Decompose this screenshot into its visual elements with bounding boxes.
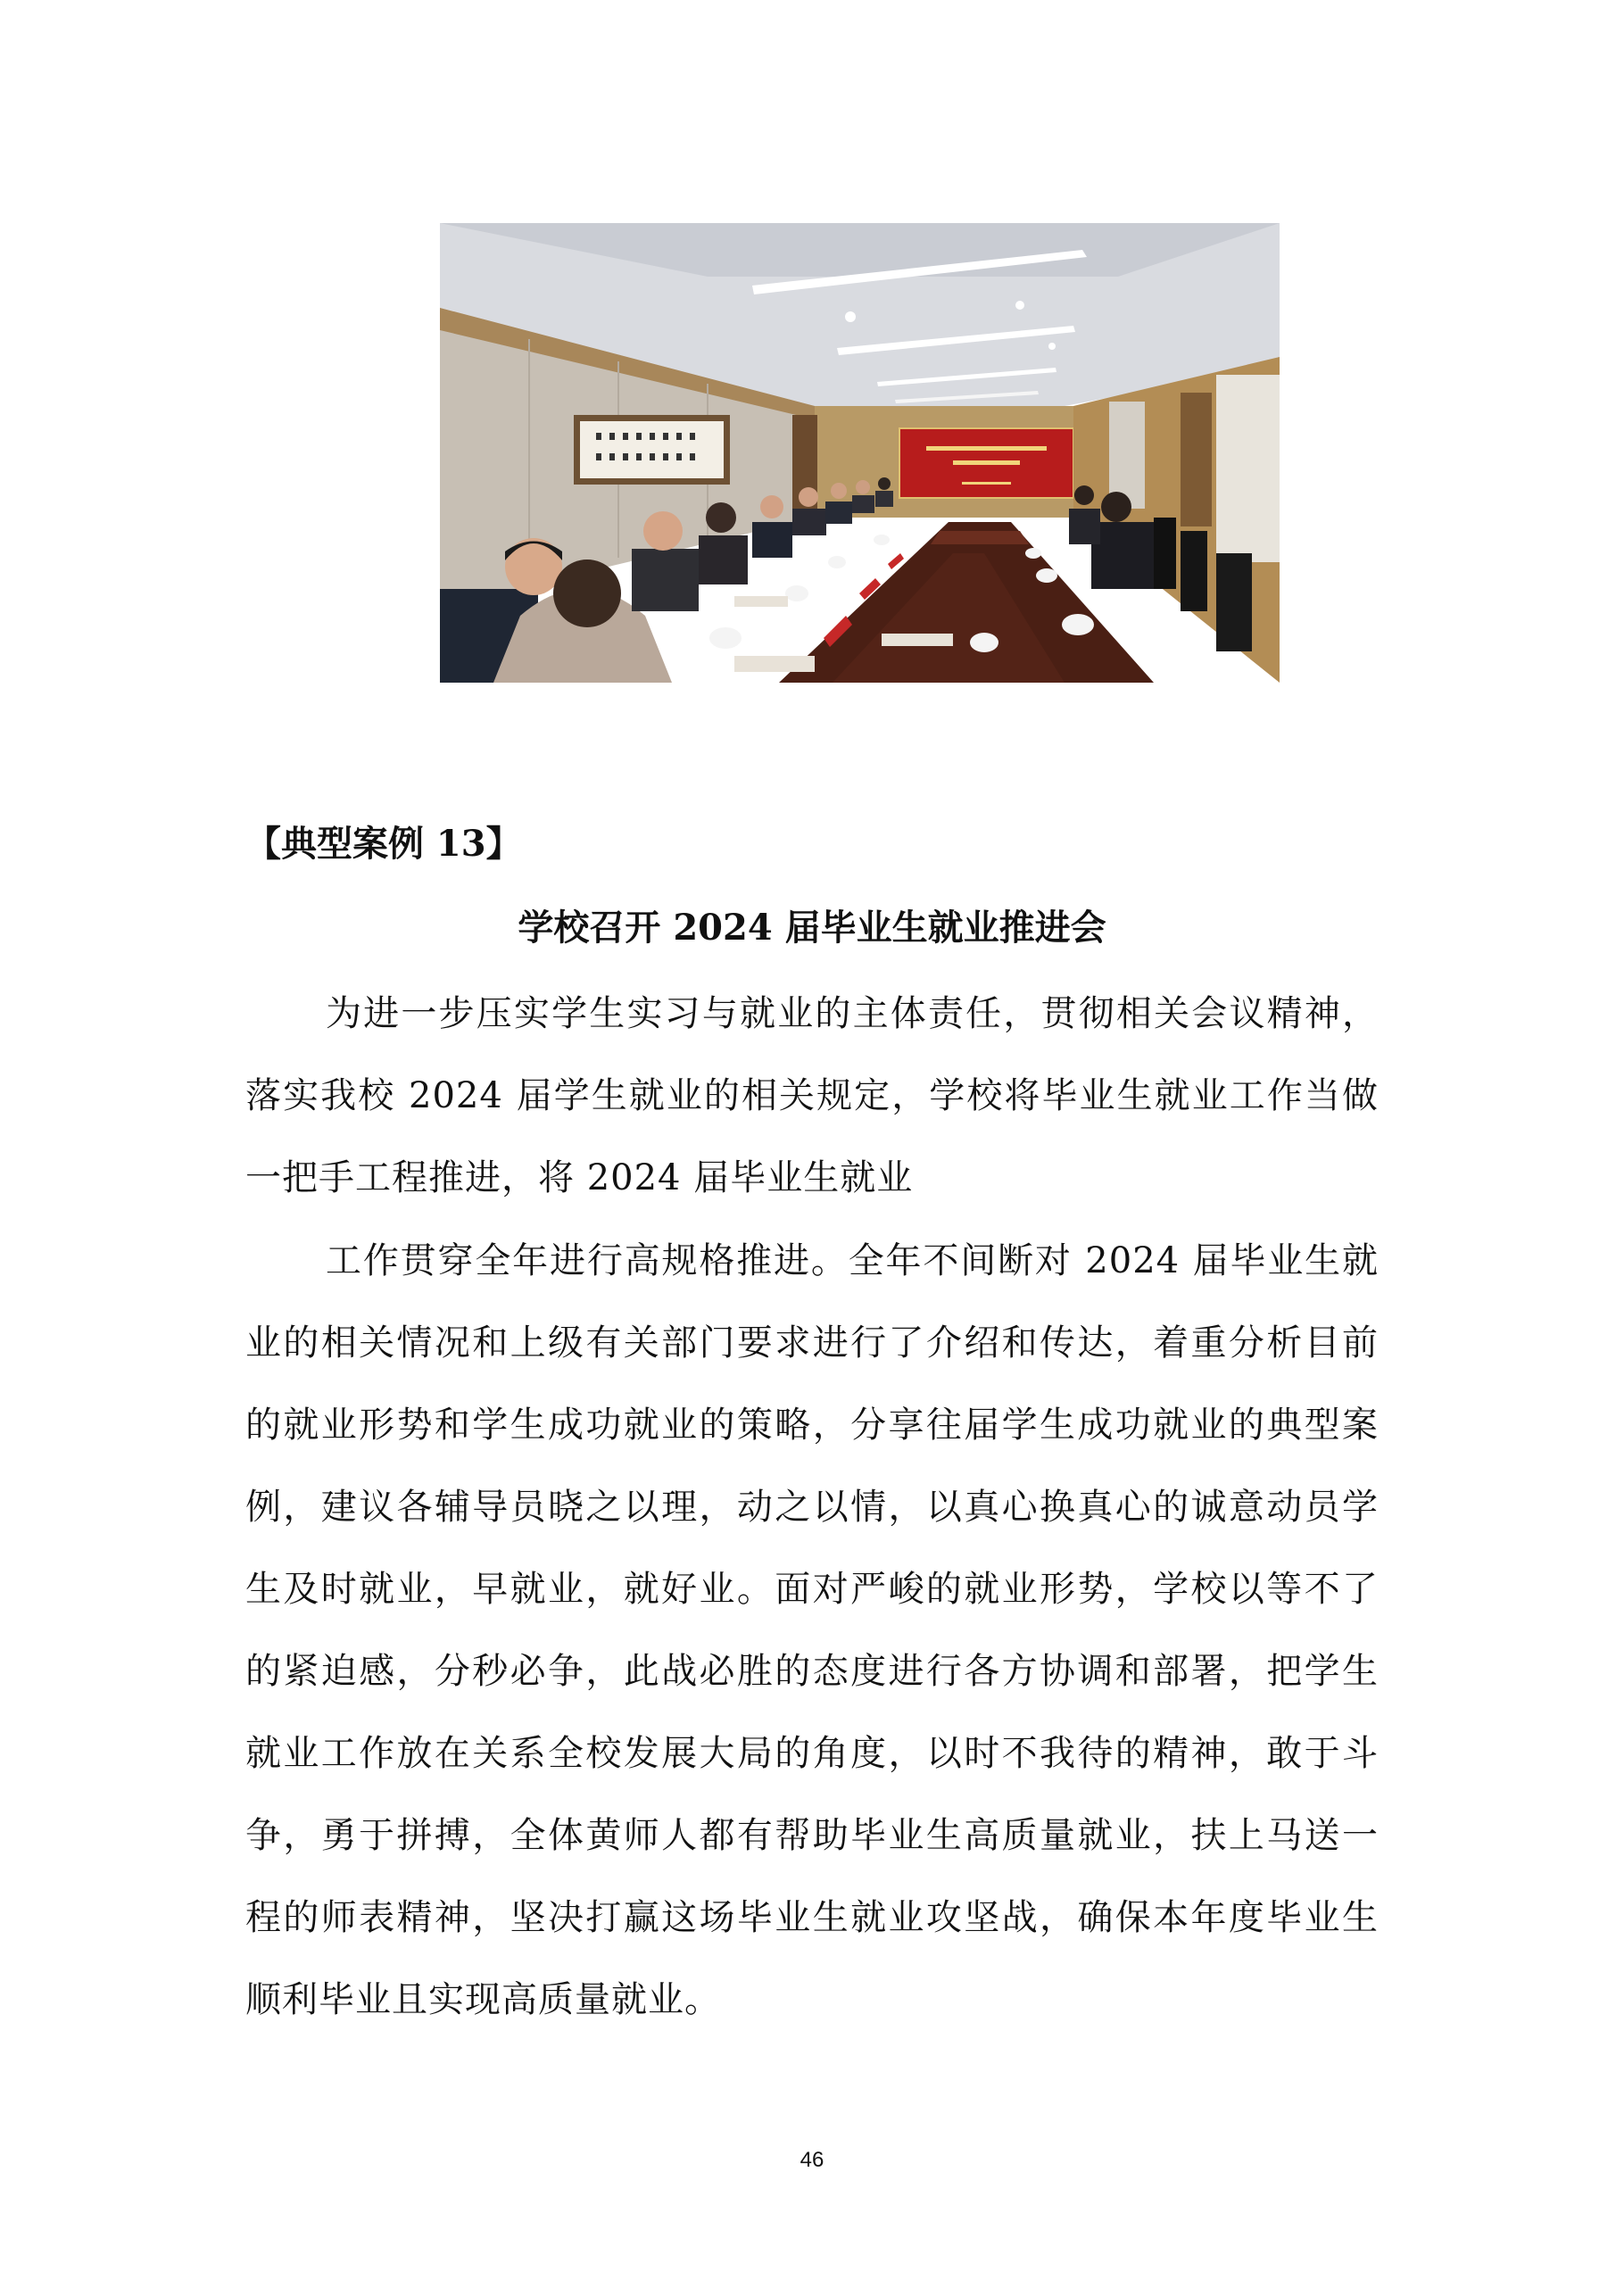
paragraph-line: 的就业形势和学生成功就业的策略，分享往届学生成功就业的典型案 <box>245 1405 1379 1446</box>
paragraph-line: 为进一步压实学生实习与就业的主体责任，贯彻相关会议精神， <box>326 993 1379 1034</box>
page-number: 46 <box>800 2148 824 2172</box>
paragraph-line: 程的师表精神，坚决打赢这场毕业生就业攻坚战，确保本年度毕业生 <box>245 1897 1379 1938</box>
meeting-photo <box>440 223 1280 683</box>
paragraph-line: 落实我校 2024 届学生就业的相关规定，学校将毕业生就业工作当做 <box>245 1075 1379 1116</box>
article-title: 学校召开 2024 届毕业生就业推进会 <box>518 907 1106 949</box>
case-label: 【典型案例 13】 <box>245 823 522 865</box>
paragraph-line: 的紧迫感，分秒必争，此战必胜的态度进行各方协调和部署，把学生 <box>245 1651 1379 1692</box>
paragraph-line: 争，勇于拼搏，全体黄师人都有帮助毕业生高质量就业，扶上马送一 <box>245 1815 1379 1856</box>
paragraph-line: 一把手工程推进，将 2024 届毕业生就业 <box>245 1157 914 1198</box>
paragraph-line: 就业工作放在关系全校发展大局的角度，以时不我待的精神，敢于斗 <box>245 1733 1379 1774</box>
paragraph-line: 例，建议各辅导员晓之以理，动之以情，以真心换真心的诚意动员学 <box>245 1487 1379 1528</box>
paragraph-line: 生及时就业，早就业，就好业。面对严峻的就业形势，学校以等不了 <box>245 1569 1379 1610</box>
paragraph-line: 工作贯穿全年进行高规格推进。全年不间断对 2024 届毕业生就 <box>326 1240 1379 1281</box>
paragraph-line: 业的相关情况和上级有关部门要求进行了介绍和传达，着重分析目前 <box>245 1322 1379 1364</box>
paragraph-line: 顺利毕业且实现高质量就业。 <box>245 1979 721 2020</box>
